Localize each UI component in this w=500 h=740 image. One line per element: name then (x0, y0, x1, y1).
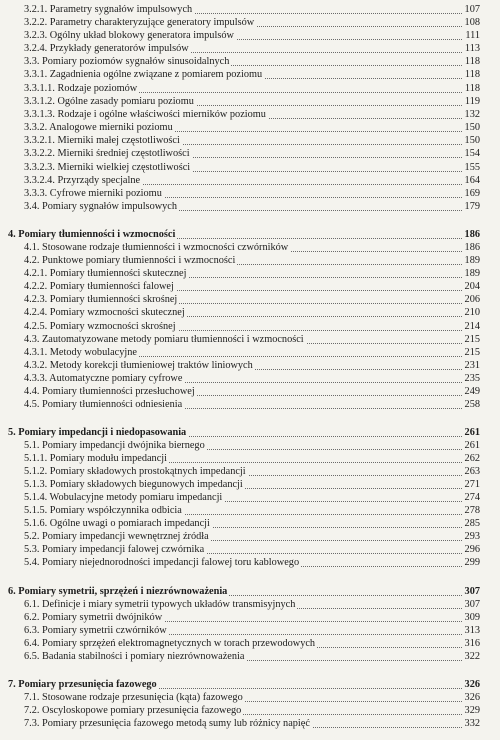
toc-page-number: 132 (462, 109, 480, 121)
toc-entry (0, 440, 500, 452)
toc-entry (0, 242, 500, 254)
toc-page-number: 262 (462, 453, 480, 465)
toc-entry (0, 109, 500, 121)
toc-entry-title: 6.3. Pomiary symetrii czwórników (24, 625, 167, 636)
toc-chapter-entry (0, 679, 500, 691)
toc-entry (0, 334, 500, 346)
toc-entry-title: 3.3.3. Cyfrowe mierniki poziomu (24, 188, 162, 199)
toc-entry (0, 307, 500, 319)
toc-entry (0, 453, 500, 465)
toc-entry-title: 3.2.3. Ogólny układ blokowy generatora impulsów (24, 30, 234, 41)
toc-page-number: 186 (462, 242, 480, 254)
toc-entry-title: 7. Pomiary przesunięcia fazowego (8, 679, 157, 690)
toc-entry-title: 7.2. Oscyloskopowe pomiary przesunięcia fazowego (24, 705, 242, 716)
toc-entry-title: 4. Pomiary tłumienności i wzmocności (8, 229, 176, 240)
toc-entry-title: 3.3.2. Analogowe mierniki poziomu (24, 122, 173, 133)
toc-entry (0, 17, 500, 29)
toc-entry-title: 5.1.4. Wobulacyjne metody pomiaru impedancji (24, 492, 223, 503)
toc-entry (0, 69, 500, 81)
toc-entry-title: 5.1.2. Pomiary składowych prostokątnych impedancji (24, 466, 246, 477)
toc-entry (0, 188, 500, 200)
toc-entry-title: 3.3.1. Zagadnienia ogólne związane z pomiarem poziomu (24, 69, 263, 80)
toc-page-number: 150 (462, 135, 480, 147)
toc-entry-title: 3.2.1. Parametry sygnałów impulsowych (24, 4, 193, 15)
toc-page-number: 108 (462, 17, 480, 29)
toc-entry (0, 479, 500, 491)
toc-entry (0, 201, 500, 213)
toc-page-number: 164 (462, 175, 480, 187)
toc-page-number: 326 (462, 692, 480, 704)
toc-entry-title: 4.3.2. Metody korekcji tłumieniowej traktów liniowych (24, 360, 253, 371)
toc-page-number: 154 (462, 148, 480, 160)
toc-entry (0, 386, 500, 398)
toc-page-number: 296 (462, 544, 480, 556)
toc-entry (0, 718, 500, 730)
toc-page-number: 274 (462, 492, 480, 504)
toc-entry-title: 4.2.1. Pomiary tłumienności skutecznej (24, 268, 187, 279)
toc-entry (0, 466, 500, 478)
toc-entry (0, 122, 500, 134)
toc-entry-title: 3.3. Pomiary poziomów sygnałów sinusoidalnych (24, 56, 230, 67)
toc-entry (0, 162, 500, 174)
toc-entry-title: 6.1. Definicje i miary symetrii typowych układów transmisyjnych (24, 599, 296, 610)
toc-page-number: 322 (462, 651, 480, 663)
toc-entry-title: 4.3.3. Automatyczne pomiary cyfrowe (24, 373, 183, 384)
toc-entry (0, 135, 500, 147)
toc-entry-title: 6.2. Pomiary symetrii dwójników (24, 612, 163, 623)
toc-page-number: 293 (462, 531, 480, 543)
toc-page-number: 307 (462, 586, 480, 598)
toc-entry (0, 281, 500, 293)
toc-entry-title: 5. Pomiary impedancji i niedopasowania (8, 427, 187, 438)
toc-entry (0, 360, 500, 372)
toc-entry (0, 321, 500, 333)
toc-entry-title: 4.2.2. Pomiary tłumienności falowej (24, 281, 174, 292)
toc-entry (0, 56, 500, 68)
toc-entry (0, 83, 500, 95)
toc-entry (0, 268, 500, 280)
toc-entry (0, 255, 500, 267)
toc-entry-title: 5.4. Pomiary niejednorodności impedancji falowej toru kablowego (24, 557, 300, 568)
toc-entry-title: 3.2.2. Parametry charakteryzujące generatory impulsów (24, 17, 255, 28)
toc-entry-title: 6.4. Pomiary sprzężeń elektromagnetycznych w torach przewodowych (24, 638, 316, 649)
toc-chapter-entry (0, 586, 500, 598)
toc-entry-title: 5.1.3. Pomiary składowych biegunowych impedancji (24, 479, 243, 490)
toc-entry (0, 557, 500, 569)
toc-page-number: 263 (462, 466, 480, 478)
toc-entry-title: 5.1.6. Ogólne uwagi o pomiarach impedancji (24, 518, 210, 529)
toc-page-number: 111 (462, 30, 480, 42)
toc-entry-title: 5.1. Pomiary impedancji dwójnika biernego (24, 440, 205, 451)
toc-entry (0, 544, 500, 556)
toc-entry (0, 599, 500, 611)
toc-entry (0, 399, 500, 411)
toc-page-number: 118 (462, 56, 480, 68)
toc-entry-title: 6.5. Badania stabilności i pomiary niezrównoważenia (24, 651, 245, 662)
toc-entry (0, 492, 500, 504)
toc-page-number: 271 (462, 479, 480, 491)
toc-entry-title: 7.3. Pomiary przesunięcia fazowego metodą sumy lub różnicy napięć (24, 718, 310, 729)
toc-entry (0, 30, 500, 42)
toc-page-number: 179 (462, 201, 480, 213)
toc-entry-title: 5.3. Pomiary impedancji falowej czwórnika (24, 544, 205, 555)
toc-entry-title: 4.2. Punktowe pomiary tłumienności i wzmocności (24, 255, 236, 266)
toc-entry (0, 43, 500, 55)
toc-entry-title: 4.3.1. Metody wobulacyjne (24, 347, 137, 358)
toc-page-number: 189 (462, 255, 480, 267)
toc-entry-title: 6. Pomiary symetrii, sprzężeń i niezrównoważenia (8, 586, 228, 597)
toc-entry-title: 3.3.1.2. Ogólne zasady pomiaru poziomu (24, 96, 194, 107)
toc-page-number: 329 (462, 705, 480, 717)
toc-page-number: 113 (462, 43, 480, 55)
toc-page-number: 118 (462, 69, 480, 81)
toc-page-number: 169 (462, 188, 480, 200)
toc-page-number: 206 (462, 294, 480, 306)
toc-entry-title: 4.5. Pomiary tłumienności odniesienia (24, 399, 183, 410)
toc-page-number: 119 (462, 96, 480, 108)
toc-page-number: 299 (462, 557, 480, 569)
toc-entry-title: 3.3.2.3. Mierniki wielkiej częstotliwości (24, 162, 191, 173)
toc-page-number: 261 (462, 427, 480, 439)
toc-page-number: 204 (462, 281, 480, 293)
toc-entry (0, 705, 500, 717)
toc-entry (0, 651, 500, 663)
toc-chapter-entry (0, 229, 500, 241)
toc-entry-title: 3.3.2.2. Mierniki średniej częstotliwości (24, 148, 190, 159)
toc-page-number: 235 (462, 373, 480, 385)
toc-page-number: 118 (462, 83, 480, 95)
toc-page-number: 150 (462, 122, 480, 134)
toc-entry (0, 531, 500, 543)
toc-entry (0, 638, 500, 650)
toc-page-number: 326 (462, 679, 480, 691)
toc-entry (0, 148, 500, 160)
toc-page-number: 186 (462, 229, 480, 241)
toc-page-number: 107 (462, 4, 480, 16)
toc-page-number: 155 (462, 162, 480, 174)
toc-entry-title: 3.2.4. Przykłady generatorów impulsów (24, 43, 189, 54)
toc-page-number: 210 (462, 307, 480, 319)
toc-entry-title: 7.1. Stosowane rodzaje przesunięcia (kąta) fazowego (24, 692, 243, 703)
toc-entry (0, 294, 500, 306)
toc-entry (0, 612, 500, 624)
toc-entry (0, 4, 500, 16)
toc-entry (0, 505, 500, 517)
toc-entry-title: 5.2. Pomiary impedancji wewnętrznej źródła (24, 531, 209, 542)
toc-entry-title: 3.3.2.4. Przyrządy specjalne (24, 175, 141, 186)
toc-page-number: 285 (462, 518, 480, 530)
toc-entry-title: 5.1.1. Pomiary modułu impedancji (24, 453, 167, 464)
toc-page-number: 249 (462, 386, 480, 398)
toc-entry-title: 3.3.2.1. Mierniki małej częstotliwości (24, 135, 180, 146)
toc-entry (0, 373, 500, 385)
toc-entry-title: 3.4. Pomiary sygnałów impulsowych (24, 201, 178, 212)
toc-entry-title: 4.2.5. Pomiary wzmocności skrośnej (24, 321, 176, 332)
toc-page-number: 214 (462, 321, 480, 333)
toc-page-number: 278 (462, 505, 480, 517)
toc-entry-title: 4.2.3. Pomiary tłumienności skrośnej (24, 294, 178, 305)
toc-page-number: 258 (462, 399, 480, 411)
toc-entry (0, 518, 500, 530)
toc-page-number: 189 (462, 268, 480, 280)
toc-entry (0, 625, 500, 637)
toc-entry (0, 347, 500, 359)
toc-entry (0, 692, 500, 704)
toc-page-number: 313 (462, 625, 480, 637)
toc-page-number: 261 (462, 440, 480, 452)
toc-page-number: 307 (462, 599, 480, 611)
toc-entry-title: 4.1. Stosowane rodzaje tłumienności i wzmocności czwórników (24, 242, 289, 253)
toc-page-number: 309 (462, 612, 480, 624)
toc-entry (0, 96, 500, 108)
toc-page-number: 215 (462, 334, 480, 346)
toc-entry-title: 4.4. Pomiary tłumienności przesłuchowej (24, 386, 195, 397)
toc-page-number: 332 (462, 718, 480, 730)
toc-page-number: 231 (462, 360, 480, 372)
toc-page-number: 316 (462, 638, 480, 650)
toc-chapter-entry (0, 427, 500, 439)
toc-entry (0, 175, 500, 187)
toc-page-number: 215 (462, 347, 480, 359)
toc-entry-title: 5.1.5. Pomiary współczynnika odbicia (24, 505, 182, 516)
toc-entry-title: 3.3.1.1. Rodzaje poziomów (24, 83, 138, 94)
toc-entry-title: 4.2.4. Pomiary wzmocności skutecznej (24, 307, 185, 318)
toc-entry-title: 3.3.1.3. Rodzaje i ogólne właściwości mierników poziomu (24, 109, 266, 120)
toc-entry-title: 4.3. Zautomatyzowane metody pomiaru tłumienności i wzmocności (24, 334, 304, 345)
